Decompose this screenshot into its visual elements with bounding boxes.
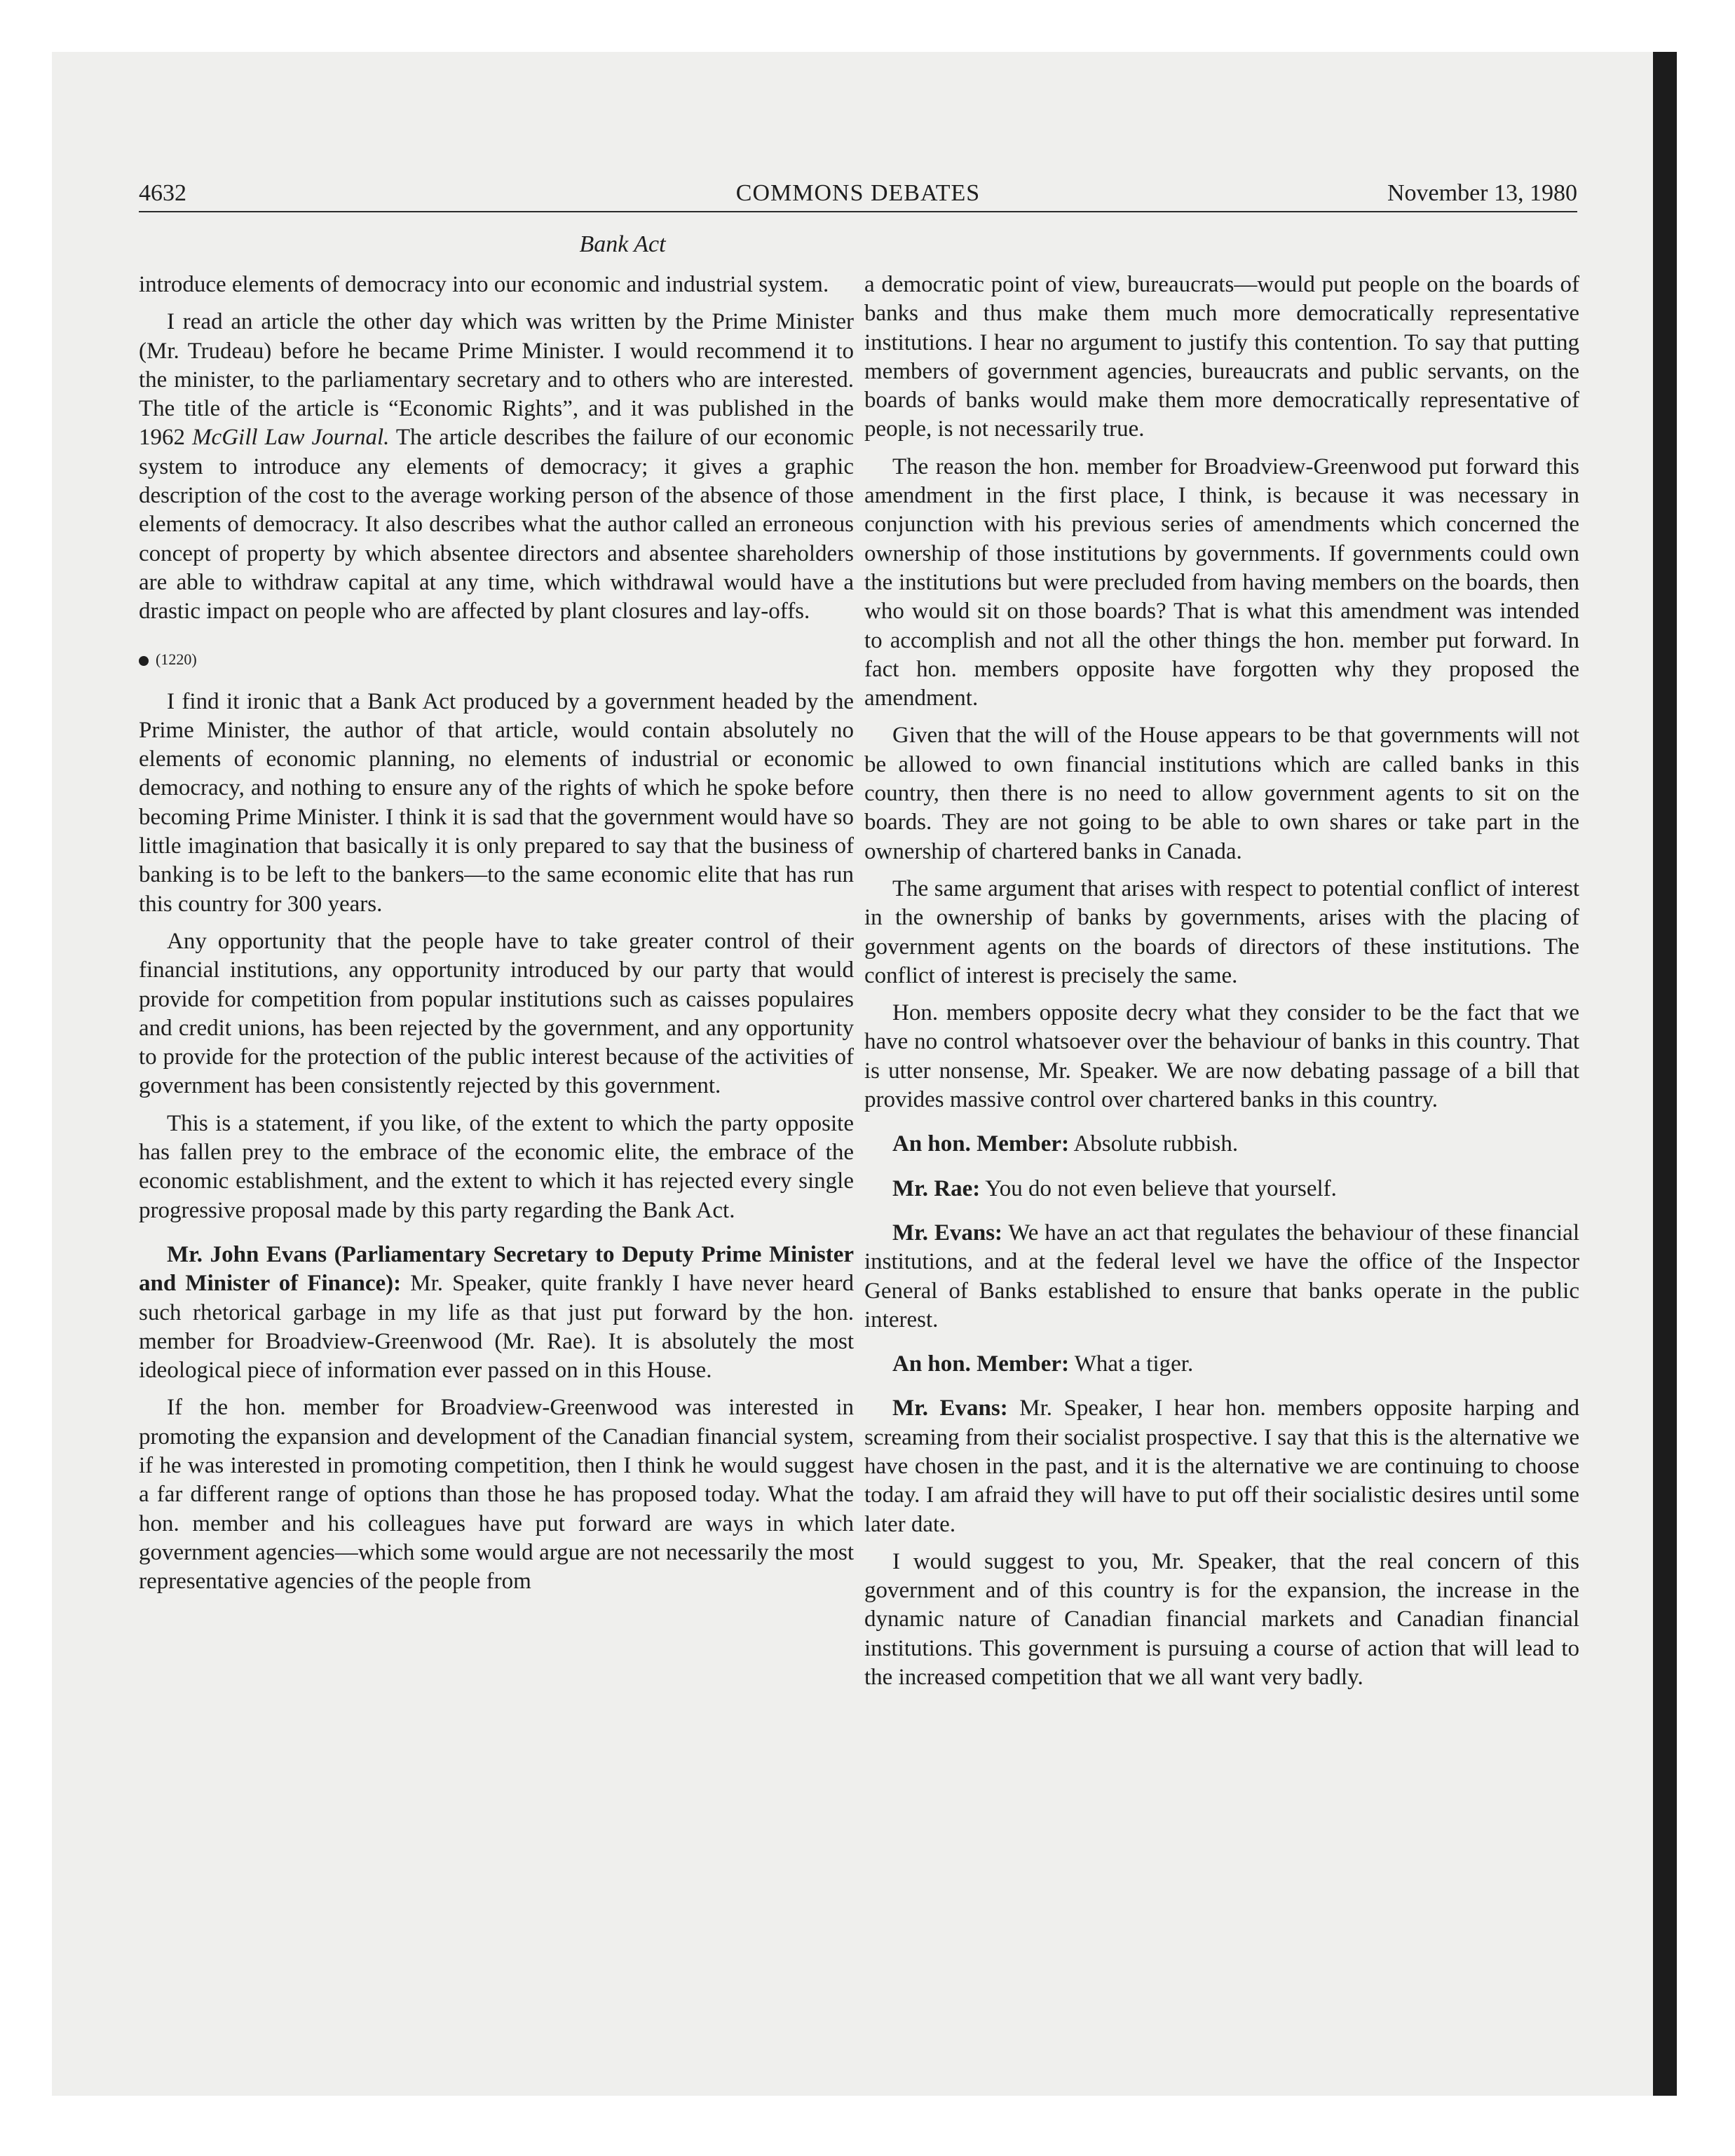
paragraph: introduce elements of democracy into our economic and industrial system. bbox=[139, 272, 829, 297]
speech-text: You do not even believe that yourself. bbox=[980, 1175, 1337, 1201]
paragraph: The same argument that arises with respect to potential conflict of interest in the ownership of banks by governments, arises with the placing of government agents on the boards of directors of these institutions. The conflict of interest is precisely the same. bbox=[864, 875, 1579, 988]
paragraph: Any opportunity that the people have to take greater control of their financial institutions, any opportunity introduced by our party that would provide for competition from popular institutions such as caisses populaires and credit unions, has been rejected by the government, and any opportunity to provide for the protection of the public interest because of the activities of government has been consistently rejected by this government. bbox=[139, 928, 854, 1099]
speech-text: Mr. Speaker, I hear hon. members opposite harping and screaming from their socialist prospective. I say that this is the alternative we have chosen in the past, and it is the alternative we are continuing to choose today. I am afraid they will have to put off their socialistic desires until some later date. bbox=[864, 1396, 1579, 1537]
speech-paragraph bbox=[864, 1130, 1579, 1159]
speech-text: Absolute rubbish. bbox=[1069, 1131, 1239, 1157]
speaker-name: Mr. Rae: bbox=[892, 1175, 981, 1201]
right-column bbox=[864, 271, 1579, 1700]
paragraph-text: The article describes the failure of our economic system to introduce any elements of democracy; it gives a graphic description of the cost to the average working person of the absence of those elements of democracy. It also describes what the author called an erroneous concept of property by which absentee directors and absentee shareholders are able to withdraw capital at any time, which withdrawal would have a drastic impact on people who are affected by plant closures and lay-offs. bbox=[139, 425, 855, 625]
scan-edge bbox=[1653, 52, 1677, 2096]
paragraph: a democratic point of view, bureaucrats—would put people on the boards of banks and thus make them much more democratically representative institutions. I hear no argument to justify this contention. To say that putting members of government agencies, bureaucrats and public servants, on the boards of banks would make them more democratically representative of people, is not necessarily true. bbox=[864, 272, 1579, 442]
paragraph: If the hon. member for Broadview-Greenwood was interested in promoting the expansion and development of the Canadian financial system, if he was interested in promoting competition, then I think he would suggest a far different range of options than those he has proposed today. What the hon. member and his colleagues have put forward are ways in which government agencies—which some would argue are not necessarily the most representative agencies of the people from bbox=[139, 1395, 854, 1595]
paragraph: The reason the hon. member for Broadview-Greenwood put forward this amendment in the first place, I think, is because it was necessary in conjunction with his previous series of amendments which concerned the ownership of those institutions by governments. If governments could own the institutions but were precluded from having members on the boards, then who would sit on those boards? That is what this amendment was intended to accomplish and not all the other things the hon. member put forward. In fact hon. members opposite have forgotten why they proposed the amendment. bbox=[864, 453, 1579, 711]
left-column bbox=[139, 271, 854, 1604]
bullet-icon bbox=[139, 656, 149, 666]
speaker-name: Mr. Evans: bbox=[892, 1396, 1008, 1421]
publication-title: COMMONS DEBATES bbox=[735, 180, 981, 206]
speech-paragraph bbox=[864, 1350, 1579, 1379]
paragraph: Hon. members opposite decry what they consider to be the fact that we have no control whatsoever over the behaviour of banks in this country. That is utter nonsense, Mr. Speaker. We are now debating passage of a bill that provides massive control over chartered banks in this country. bbox=[864, 1000, 1579, 1113]
paragraph bbox=[139, 308, 854, 626]
speech-text: Mr. Speaker, quite frankly I have never heard such rhetorical garbage in my life as that just put forward by the hon. member for Broadview-Greenwood (Mr. Rae). It is absolutely the most ideological piece of information ever passed on in this House. bbox=[139, 1271, 854, 1384]
subject-heading: Bank Act bbox=[579, 231, 666, 257]
running-header bbox=[139, 176, 1577, 212]
time-marker-label: (1220) bbox=[156, 650, 197, 668]
speech-paragraph bbox=[864, 1219, 1579, 1335]
speech-text: What a tiger. bbox=[1069, 1351, 1194, 1377]
speech-paragraph bbox=[864, 1394, 1579, 1538]
speech-text: We have an act that regulates the behaviour of these financial institutions, and at the federal level we have the office of the Inspector General of Banks established to ensure that banks operate in the public interest. bbox=[864, 1220, 1579, 1332]
journal-title: McGill Law Journal. bbox=[192, 425, 390, 451]
page-number: 4632 bbox=[139, 180, 186, 206]
speaker-name: Mr. John Evans (Parliamentary Secretary to Deputy Prime Minister and Minister of Finance): bbox=[139, 1241, 854, 1297]
speech-paragraph bbox=[864, 1175, 1579, 1203]
paragraph-text: I read an article the other day which was written by the Prime Minister (Mr. Trudeau) before he became Prime Minister. I would recommend it to the minister, to the parliamentary secretary and to others who are interested. The title of the article is “Economic Rights”, and it was published in the 1962 bbox=[139, 309, 854, 451]
speaker-name: Mr. Evans: bbox=[892, 1220, 1003, 1246]
paragraph: Given that the will of the House appears to be that governments will not be allowed to own financial institutions which are called banks in this country, then there is no need to allow government agents to sit on the boards. They are not going to be able to own shares or take part in the ownership of chartered banks in Canada. bbox=[864, 723, 1579, 864]
paragraph: I would suggest to you, Mr. Speaker, that the real concern of this government and of this country is for the expansion, the increase in the dynamic nature of Canadian financial markets and Canadian financial institutions. This government is pursuing a course of action that will lead to the increased competition that we all want very badly. bbox=[864, 1548, 1579, 1691]
speaker-name: An hon. Member: bbox=[892, 1131, 1070, 1157]
paragraph: I find it ironic that a Bank Act produced by a government headed by the Prime Minister, the author of that article, would contain absolutely no elements of economic planning, no elements of industrial or economic democracy, and nothing to ensure any of the rights of which he spoke before becoming Prime Minister. I think it is sad that the government would have so little imagination that basically it is only prepared to say that the business of banking is to be left to the bankers—to the same economic elite that has run this country for 300 years. bbox=[139, 688, 854, 917]
paragraph: This is a statement, if you like, of the extent to which the party opposite has fallen prey to the embrace of the economic elite, the embrace of the economic establishment, and the extent to which it has rejected every single progressive proposal made by this party regarding the Bank Act. bbox=[139, 1110, 854, 1223]
time-marker bbox=[139, 645, 854, 674]
speaker-name: An hon. Member: bbox=[892, 1351, 1070, 1377]
debate-date: November 13, 1980 bbox=[1387, 180, 1577, 206]
speech-paragraph bbox=[139, 1241, 854, 1385]
